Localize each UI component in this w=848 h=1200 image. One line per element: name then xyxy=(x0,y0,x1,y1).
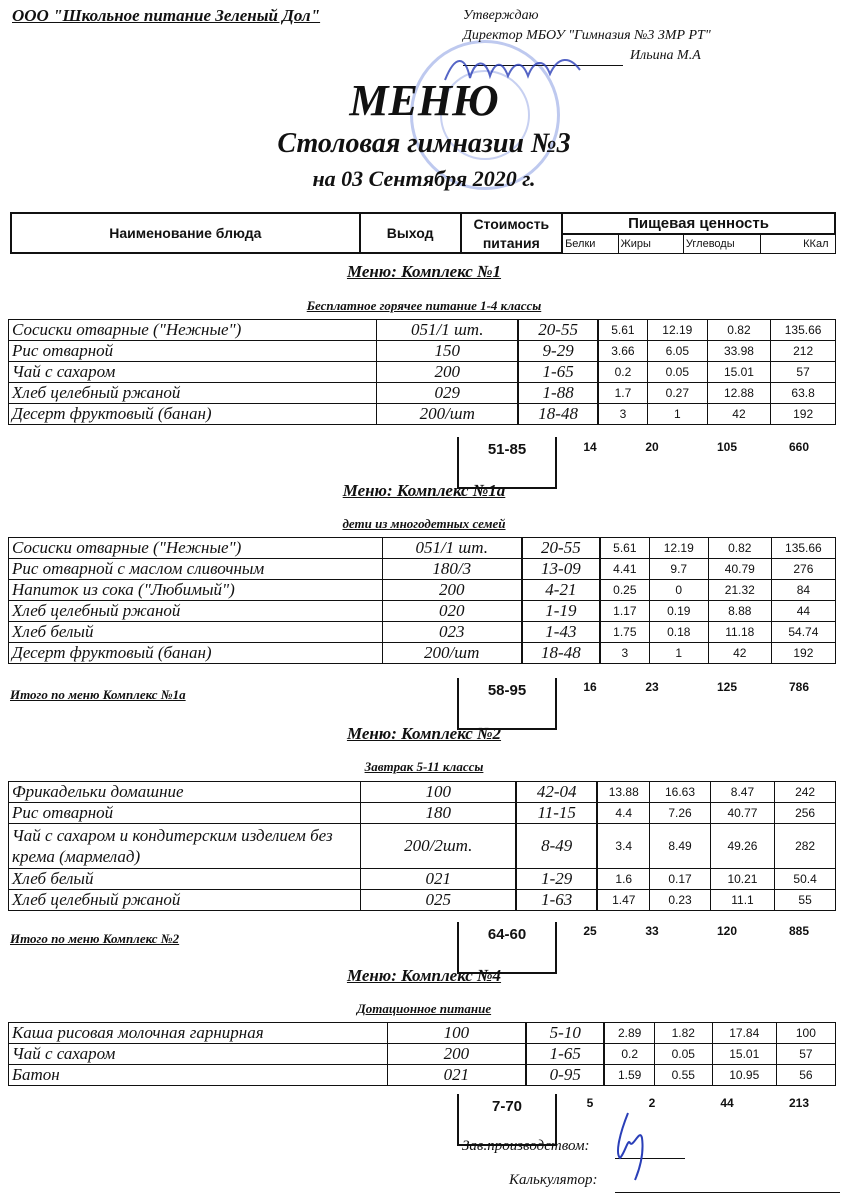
menu-4-subtitle: Дотационное питание xyxy=(356,1001,492,1016)
menu-1a-total-kcal: 786 xyxy=(788,680,810,694)
menu-2-total-kcal: 885 xyxy=(788,924,810,938)
menu-1a-total-carbs: 125 xyxy=(716,680,738,694)
col-cost-2: питания xyxy=(461,234,563,253)
menu-1-subtitle: Бесплатное горячее питание 1-4 классы xyxy=(306,298,542,313)
approval-line2: Директор МБОУ "Гимназия №3 ЗМР РТ" xyxy=(463,28,711,43)
col-proteins: Белки xyxy=(562,234,618,253)
table-row: Батон 021 0-95 1.59 0.55 10.95 56 xyxy=(9,1065,836,1086)
approval-line1: Утверждаю xyxy=(463,8,539,23)
menu-1a-total-cost: 58-95 xyxy=(457,678,557,730)
menu-1-total-proteins: 14 xyxy=(583,440,597,454)
col-fats: Жиры xyxy=(618,234,683,253)
menu-2-total-carbs: 120 xyxy=(716,924,738,938)
menu-2-total-fats: 33 xyxy=(645,924,659,938)
table-row: Чай с сахаром 200 1-65 0.2 0.05 15.01 57 xyxy=(9,1044,836,1065)
menu-1a-title: Меню: Комплекс №1а xyxy=(342,481,506,500)
menu-1-title: Меню: Комплекс №1 xyxy=(346,262,502,281)
production-signature-icon xyxy=(600,1108,660,1183)
table-row: Рис отварной с маслом сливочным 180/3 13-09 4.41 9.7 40.79 276 xyxy=(9,559,836,580)
menu-1-table xyxy=(8,319,836,425)
page-subtitle: Столовая гимназии №3 xyxy=(277,128,571,159)
table-row: Хлеб белый 023 1-43 1.75 0.18 11.18 54.74 xyxy=(9,622,836,643)
organization-name: ООО "Школьное питание Зеленый Дол" xyxy=(12,6,321,25)
menu-4-total-fats: 2 xyxy=(648,1096,656,1110)
col-kcal: ККал xyxy=(761,234,835,253)
approval-signer: Ильина М.А xyxy=(630,48,701,63)
calculator-label: Калькулятор: xyxy=(509,1172,598,1188)
calculator-signature-line xyxy=(615,1192,840,1193)
menu-4-total-kcal: 213 xyxy=(788,1096,810,1110)
table-row: Хлеб целебный ржаной 029 1-88 1.7 0.27 12.88 63.8 xyxy=(9,383,836,404)
menu-1a-total-proteins: 16 xyxy=(583,680,597,694)
page-date: на 03 Сентября 2020 г. xyxy=(312,166,536,191)
production-head-label: Зав.производством: xyxy=(462,1138,590,1154)
table-row: Рис отварной 180 11-15 4.4 7.26 40.77 256 xyxy=(9,803,836,824)
menu-4-total-cost: 7-70 xyxy=(457,1094,557,1146)
table-row: Хлеб белый 021 1-29 1.6 0.17 10.21 50.4 xyxy=(9,869,836,890)
col-cost-1: Стоимость xyxy=(461,213,563,234)
table-row: Сосиски отварные ("Нежные") 051/1 шт. 20-55 5.61 12.19 0.82 135.66 xyxy=(9,320,836,341)
menu-2-total-proteins: 25 xyxy=(583,924,597,938)
menu-4-table xyxy=(8,1022,836,1086)
menu-2-subtitle: Завтрак 5-11 классы xyxy=(364,759,484,774)
page-title: МЕНЮ xyxy=(349,76,499,125)
table-row: Хлеб целебный ржаной 025 1-63 1.47 0.23 11.1 55 xyxy=(9,890,836,911)
menu-1-total-cost: 51-85 xyxy=(457,437,557,489)
menu-1a-subtitle: дети из многодетных семей xyxy=(342,516,506,531)
menu-2-total-label: Итого по меню Комплекс №2 xyxy=(10,931,180,946)
table-row: Каша рисовая молочная гарнирная 100 5-10 2.89 1.82 17.84 100 xyxy=(9,1023,836,1044)
menu-4-title: Меню: Комплекс №4 xyxy=(346,966,502,985)
menu-1-total-kcal: 660 xyxy=(788,440,810,454)
table-row: Хлеб целебный ржаной 020 1-19 1.17 0.19 8.88 44 xyxy=(9,601,836,622)
table-row: Десерт фруктовый (банан) 200/шт 18-48 3 1 42 192 xyxy=(9,643,836,664)
menu-1-total-carbs: 105 xyxy=(716,440,738,454)
menu-1-total-fats: 20 xyxy=(645,440,659,454)
column-header-table xyxy=(10,212,836,254)
menu-4-total-carbs: 44 xyxy=(720,1096,734,1110)
table-row: Напиток из сока ("Любимый") 200 4-21 0.25 0 21.32 84 xyxy=(9,580,836,601)
menu-2-title: Меню: Комплекс №2 xyxy=(346,724,502,743)
menu-1a-total-label: Итого по меню Комплекс №1а xyxy=(10,687,186,702)
table-row: Сосиски отварные ("Нежные") 051/1 шт. 20-55 5.61 12.19 0.82 135.66 xyxy=(9,538,836,559)
table-row: Чай с сахаром 200 1-65 0.2 0.05 15.01 57 xyxy=(9,362,836,383)
col-carbs: Углеводы xyxy=(683,234,760,253)
menu-4-total-proteins: 5 xyxy=(586,1096,594,1110)
menu-1a-total-fats: 23 xyxy=(645,680,659,694)
table-row: Чай с сахаром и кондитерским изделием без крема (мармелад) 200/2шт. 8-49 3.4 8.49 49.26 282 xyxy=(9,824,836,869)
menu-2-table xyxy=(8,781,836,911)
menu-1a-table xyxy=(8,537,836,664)
menu-2-total-cost: 64-60 xyxy=(457,922,557,974)
table-row: Рис отварной 150 9-29 3.66 6.05 33.98 212 xyxy=(9,341,836,362)
table-row: Фрикадельки домашние 100 42-04 13.88 16.63 8.47 242 xyxy=(9,782,836,803)
col-output: Выход xyxy=(360,213,461,253)
col-nutrition: Пищевая ценность xyxy=(562,213,835,234)
table-row: Десерт фруктовый (банан) 200/шт 18-48 3 1 42 192 xyxy=(9,404,836,425)
col-name: Наименование блюда xyxy=(11,213,360,253)
